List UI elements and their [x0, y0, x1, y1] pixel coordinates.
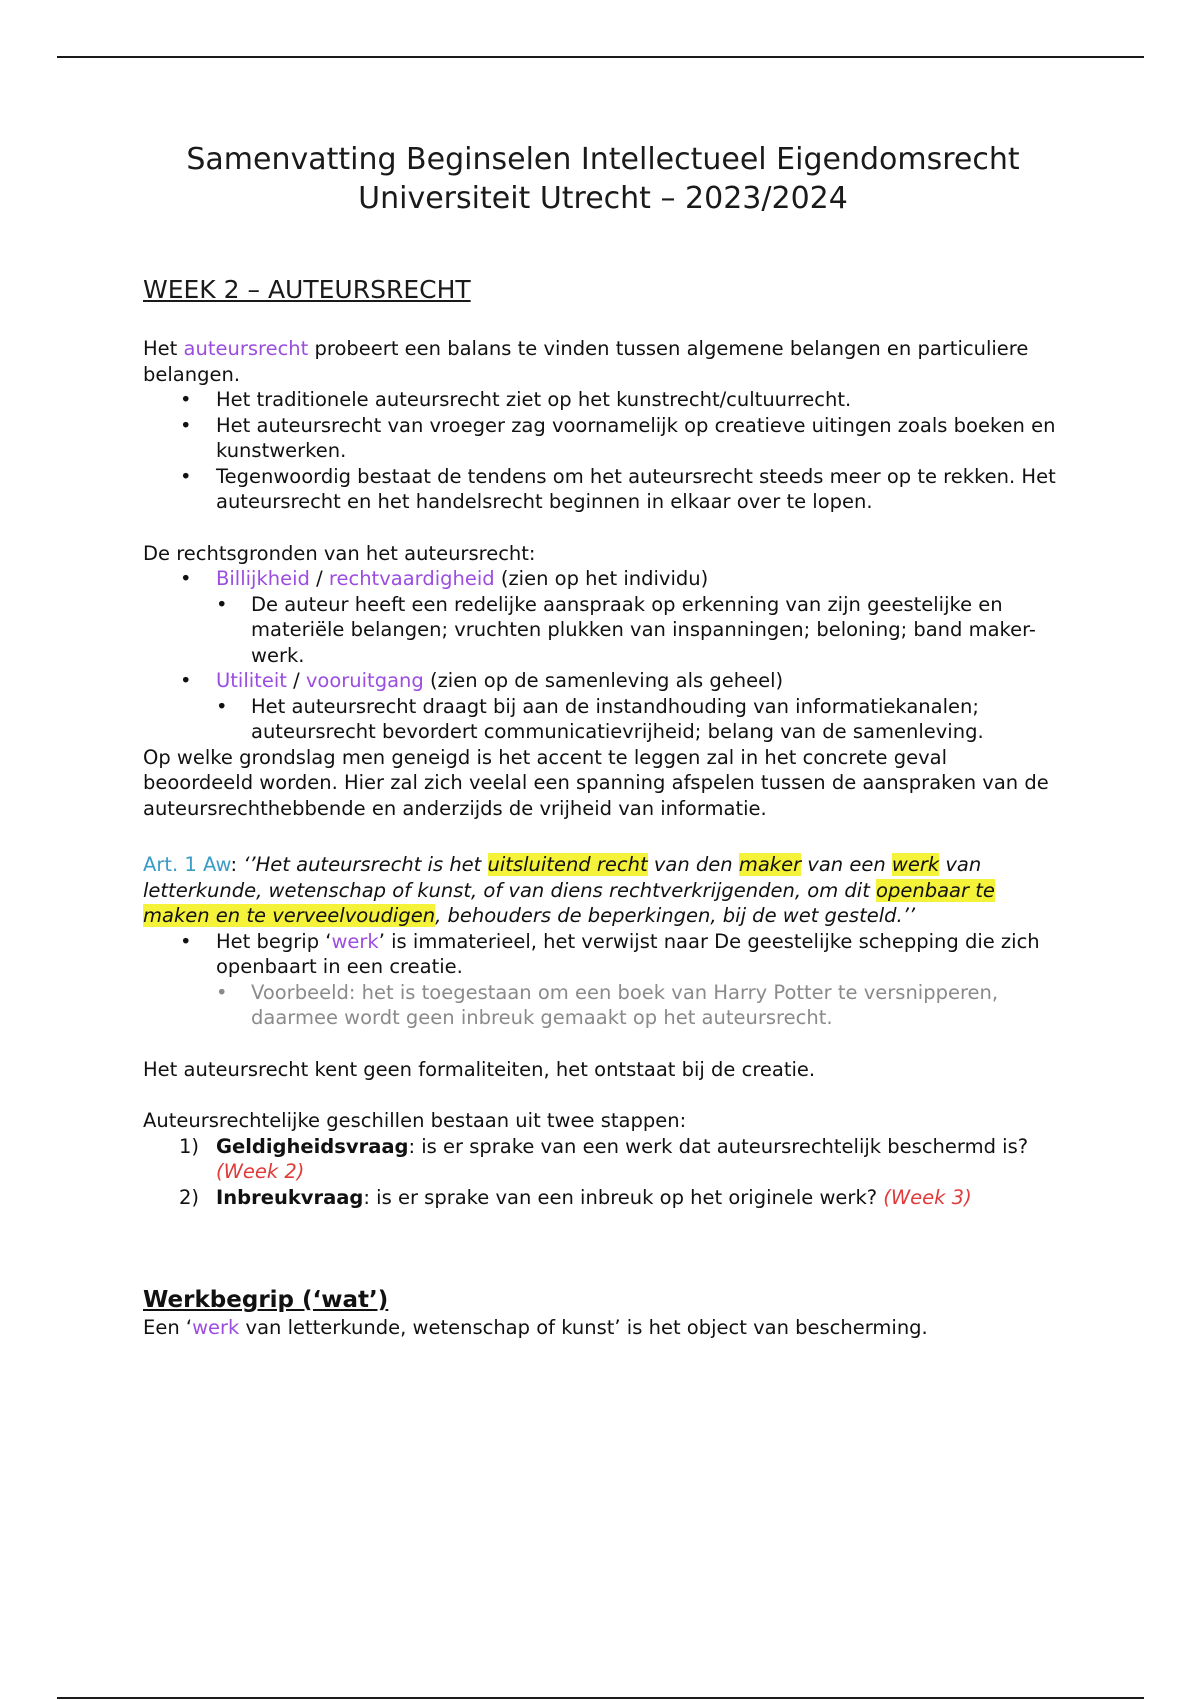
- highlight-openbaar: openbaar te maken en te verveelvoudigen: [143, 878, 995, 927]
- bottom-rule: [57, 1697, 1144, 1699]
- term-werk: werk: [331, 929, 379, 953]
- document-page: [143, 140, 1063, 1341]
- term-utiliteit: Utiliteit: [216, 669, 287, 692]
- example-item: • Voorbeeld: het is toegestaan om een boek van Harry Potter te versnipperen, daarmee wordt geen inbreuk gemaakt op het auteursrecht.: [216, 980, 1063, 1031]
- ground-item-utiliteit: • Utiliteit / vooruitgang (zien op de samenleving als geheel) • Het auteursrecht draagt bij aan de instandhouding van informatiekanalen; auteursrecht bevordert communicatievrijheid; belang van de samenleving.: [143, 668, 1063, 745]
- highlight-uitsluitend-recht: uitsluitend recht: [487, 853, 648, 876]
- ground-item-billijkheid: • Billijkheid / rechtvaardigheid (zien op het individu) • De auteur heeft een redelijke aanspraak op erkenning van zijn geestelijke en materiële belangen; vruchten plukken van inspanningen; beloning; band maker-werk.: [143, 566, 1063, 668]
- ground-sub-list: [216, 592, 1063, 669]
- werkbegrip-paragraph: Een ‘werk van letterkunde, wetenschap of kunst’ is het object van bescherming.: [143, 1316, 928, 1339]
- grounds-list: [143, 566, 1063, 745]
- term-billijkheid: Billijkheid: [216, 567, 310, 590]
- formalities-paragraph: Het auteursrecht kent geen formaliteiten, het ontstaat bij de creatie.: [143, 1057, 816, 1081]
- werk-bullet-list: [143, 929, 1063, 1031]
- article-ref: Art. 1 Aw: [143, 853, 231, 876]
- week-heading: WEEK 2 – AUTEURSRECHT: [143, 275, 471, 304]
- grounds-outro: Op welke grondslag men geneigd is het accent te leggen zal in het concrete geval beoordeeld worden. Hier zal zich veelal een spanning afspelen tussen de aanspraken van de auteursrechthebbende en anderzijds de vrijheid van informatie.: [143, 745, 1049, 820]
- list-item: • Het auteursrecht van vroeger zag voornamelijk op creatieve uitingen zoals boeken en kunstwerken.: [143, 413, 1063, 464]
- step-item: 2) Inbreukvraag: is er sprake van een inbreuk op het originele werk? (Week 3): [179, 1185, 972, 1209]
- term-vooruitgang: vooruitgang: [305, 669, 424, 692]
- title-line-2: Universiteit Utrecht – 2023/2024: [358, 181, 848, 216]
- term-auteursrecht: auteursrecht: [183, 337, 309, 360]
- highlight-maker: maker: [738, 853, 802, 876]
- werkbegrip-heading: Werkbegrip (‘wat’): [143, 1287, 389, 1313]
- list-item: • Het traditionele auteursrecht ziet op het kunstrecht/cultuurrecht.: [143, 387, 1063, 413]
- list-item: • Het begrip ‘werk’ is immaterieel, het verwijst naar De geestelijke schepping die zich openbaart in een creatie. • Voorbeeld: het is toegestaan om een boek van Harry Potter te versnipperen, daarmee wordt geen inbreuk gemaakt op het auteursrecht.: [143, 929, 1063, 1031]
- step-item: 1) Geldigheidsvraag: is er sprake van een werk dat auteursrechtelijk beschermd is? (Week 2): [179, 1134, 1029, 1183]
- term-werk: werk: [192, 1316, 240, 1339]
- list-item: • De auteur heeft een redelijke aanspraak op erkenning van zijn geestelijke en materiële belangen; vruchten plukken van inspanningen; beloning; band maker-werk.: [216, 592, 1063, 669]
- top-rule: [57, 56, 1144, 58]
- document-title: [143, 140, 1063, 218]
- list-item: • Tegenwoordig bestaat de tendens om het auteursrecht steeds meer op te rekken. Het auteursrecht en het handelsrecht beginnen in elkaar over te lopen.: [143, 464, 1063, 515]
- example-list: [216, 980, 1063, 1031]
- steps-intro: Auteursrechtelijke geschillen bestaan uit twee stappen:: [143, 1109, 687, 1132]
- list-item: • Het auteursrecht draagt bij aan de instandhouding van informatiekanalen; auteursrecht bevordert communicatievrijheid; belang van de samenleving.: [216, 694, 1063, 745]
- steps-list: [143, 1134, 1063, 1211]
- ground-sub-list: [216, 694, 1063, 745]
- intro-paragraph: Het auteursrecht probeert een balans te vinden tussen algemene belangen en particuliere belangen.: [143, 337, 1029, 386]
- term-rechtvaardigheid: rechtvaardigheid: [328, 567, 495, 590]
- grounds-intro: De rechtsgronden van het auteursrecht:: [143, 541, 536, 565]
- intro-bullet-list: [143, 387, 1063, 515]
- highlight-werk: werk: [891, 853, 940, 876]
- article-1-quote: Art. 1 Aw: ‘’Het auteursrecht is het uitsluitend recht van den maker van een werk van letterkunde, wetenschap of kunst, of van diens rechtverkrijgenden, om dit openbaar te maken en te verveelvoudigen, behouders de beperkingen, bij de wet gesteld.’’: [143, 853, 995, 927]
- title-line-1: Samenvatting Beginselen Intellectueel Eigendomsrecht: [186, 142, 1020, 177]
